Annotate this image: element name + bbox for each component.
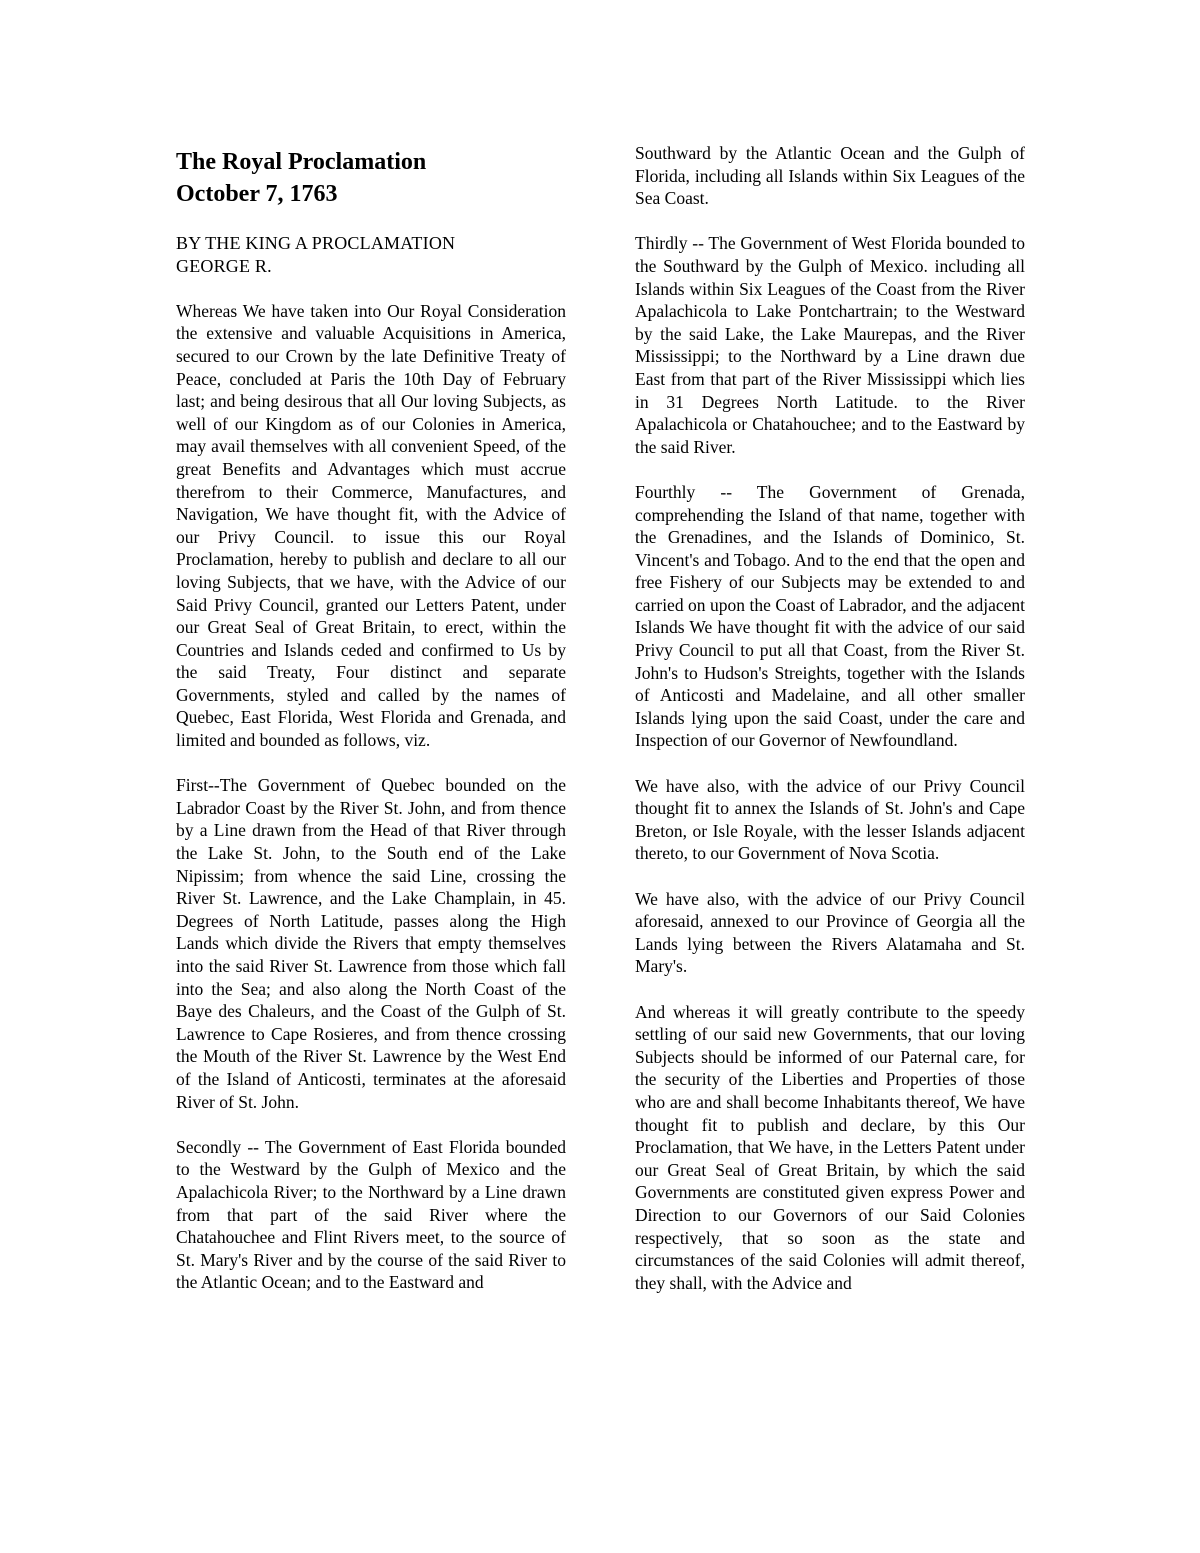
paragraph-preamble: Whereas We have taken into Our Royal Consideration the extensive and valuable Acquisitions in America, secured to our Crown by the late Definitive Treaty of Peace, concluded at Paris the 10th Day of February last; and being desirous that all Our loving Subjects, as well of our Kingdom as of our Colonies in America, may avail themselves with all convenient Speed, of the great Benefits and Advantages which must accrue therefrom to their Commerce, Manufactures, and Navigation, We have thought fit, with the Advice of our Privy Council. to issue this our Royal Proclamation, hereby to publish and declare to all our loving Subjects, that we have, with the Advice of our Said Privy Council, granted our Letters Patent, under our Great Seal of Great Britain, to erect, within the Countries and Islands ceded and confirmed to Us by the said Treaty, Four distinct and separate Governments, styled and called by the names of Quebec, East Florida, West Florida and Grenada, and limited and bounded as follows, viz. xyxy=(176,300,566,751)
paragraph-new-governments: And whereas it will greatly contribute to the speedy settling of our said new Governments, that our loving Subjects should be informed of our Paternal care, for the security of the Liberties and Properties of those who are and shall become Inhabitants thereof, We have thought fit to publish and declare, by this Our Proclamation, that We have, in the Letters Patent under our Great Seal of Great Britain, by which the said Governments are constituted given express Power and Direction to our Governors of our Said Colonies respectively, that so soon as the state and circumstances of the said Colonies will admit thereof, they shall, with the Advice and xyxy=(635,1001,1025,1293)
paragraph-west-florida: Thirdly -- The Government of West Florida bounded to the Southward by the Gulph of Mexico. including all Islands within Six Leagues of the Coast from the River Apalachicola to Lake Pontchartrain; to the Westward by the said Lake, the Lake Maurepas, and the River Mississippi; to the Northward by a Line drawn due East from that part of the River Mississippi which lies in 31 Degrees North Latitude. to the River Apalachicola or Chatahouchee; and to the Eastward by the said River. xyxy=(635,233,1025,457)
heading-line-2: GEORGE R. xyxy=(176,255,272,276)
heading-line-1: BY THE KING A PROCLAMATION xyxy=(176,233,456,253)
paragraph-grenada: Fourthly -- The Government of Grenada, comprehending the Island of that name, together with the Grenadines, and the Islands of Dominico, St. Vincent's and Tobago. And to the end that the open and free Fishery of our Subjects may be extended to and carried on upon the Coast of Labrador, and the adjacent Islands We have thought fit with the advice of our said Privy Council to put all that Coast, from the River St. John's to Hudson's Streights, together with the Islands of Anticosti and Madelaine, and all other smaller Islands lying upon the said Coast, under the care and Inspection of our Governor of Newfoundland. xyxy=(635,481,1025,751)
paragraph-nova-scotia: We have also, with the advice of our Privy Council thought fit to annex the Islands of St. John's and Cape Breton, or Isle Royale, with the lesser Islands adjacent thereto, to our Government of Nova Scotia. xyxy=(635,775,1025,864)
paragraph-east-florida-continued: Southward by the Atlantic Ocean and the Gulph of Florida, including all Islands within Six Leagues of the Sea Coast. xyxy=(635,143,1025,209)
spacer xyxy=(176,277,566,300)
proclamation-heading xyxy=(176,232,566,277)
title-line-1: The Royal Proclamation xyxy=(176,149,427,175)
paragraph-georgia: We have also, with the advice of our Privy Council aforesaid, annexed to our Province of Georgia all the Lands lying between the Rivers Alatamaha and St. Mary's. xyxy=(635,888,1025,977)
right-column xyxy=(635,142,1025,1317)
paragraph-east-florida: Secondly -- The Government of East Florida bounded to the Westward by the Gulph of Mexico and the Apalachicola River; to the Northward by a Line drawn from that part of the said River where the Chatahouchee and Flint Rivers meet, to the source of St. Mary's River and by the course of the said River to the Atlantic Ocean; and to the Eastward and xyxy=(176,1136,566,1293)
paragraph-quebec: First--The Government of Quebec bounded on the Labrador Coast by the River St. John, and from thence by a Line drawn from the Head of that River through the Lake St. John, to the South end of the Lake Nipissim; from whence the said Line, crossing the River St. Lawrence, and the Lake Champlain, in 45. Degrees of North Latitude, passes along the High Lands which divide the Rivers that empty themselves into the said River St. Lawrence from those which fall into the Sea; and also along the North Coast of the Baye des Chaleurs, and the Coast of the Gulph of St. Lawrence to Cape Rosieres, and from thence crossing the Mouth of the River St. Lawrence by the West End of the Island of Anticosti, terminates at the aforesaid River of St. John. xyxy=(176,775,566,1112)
title-line-2: October 7, 1763 xyxy=(176,181,338,207)
left-column xyxy=(176,146,566,1317)
document-title xyxy=(176,146,566,210)
